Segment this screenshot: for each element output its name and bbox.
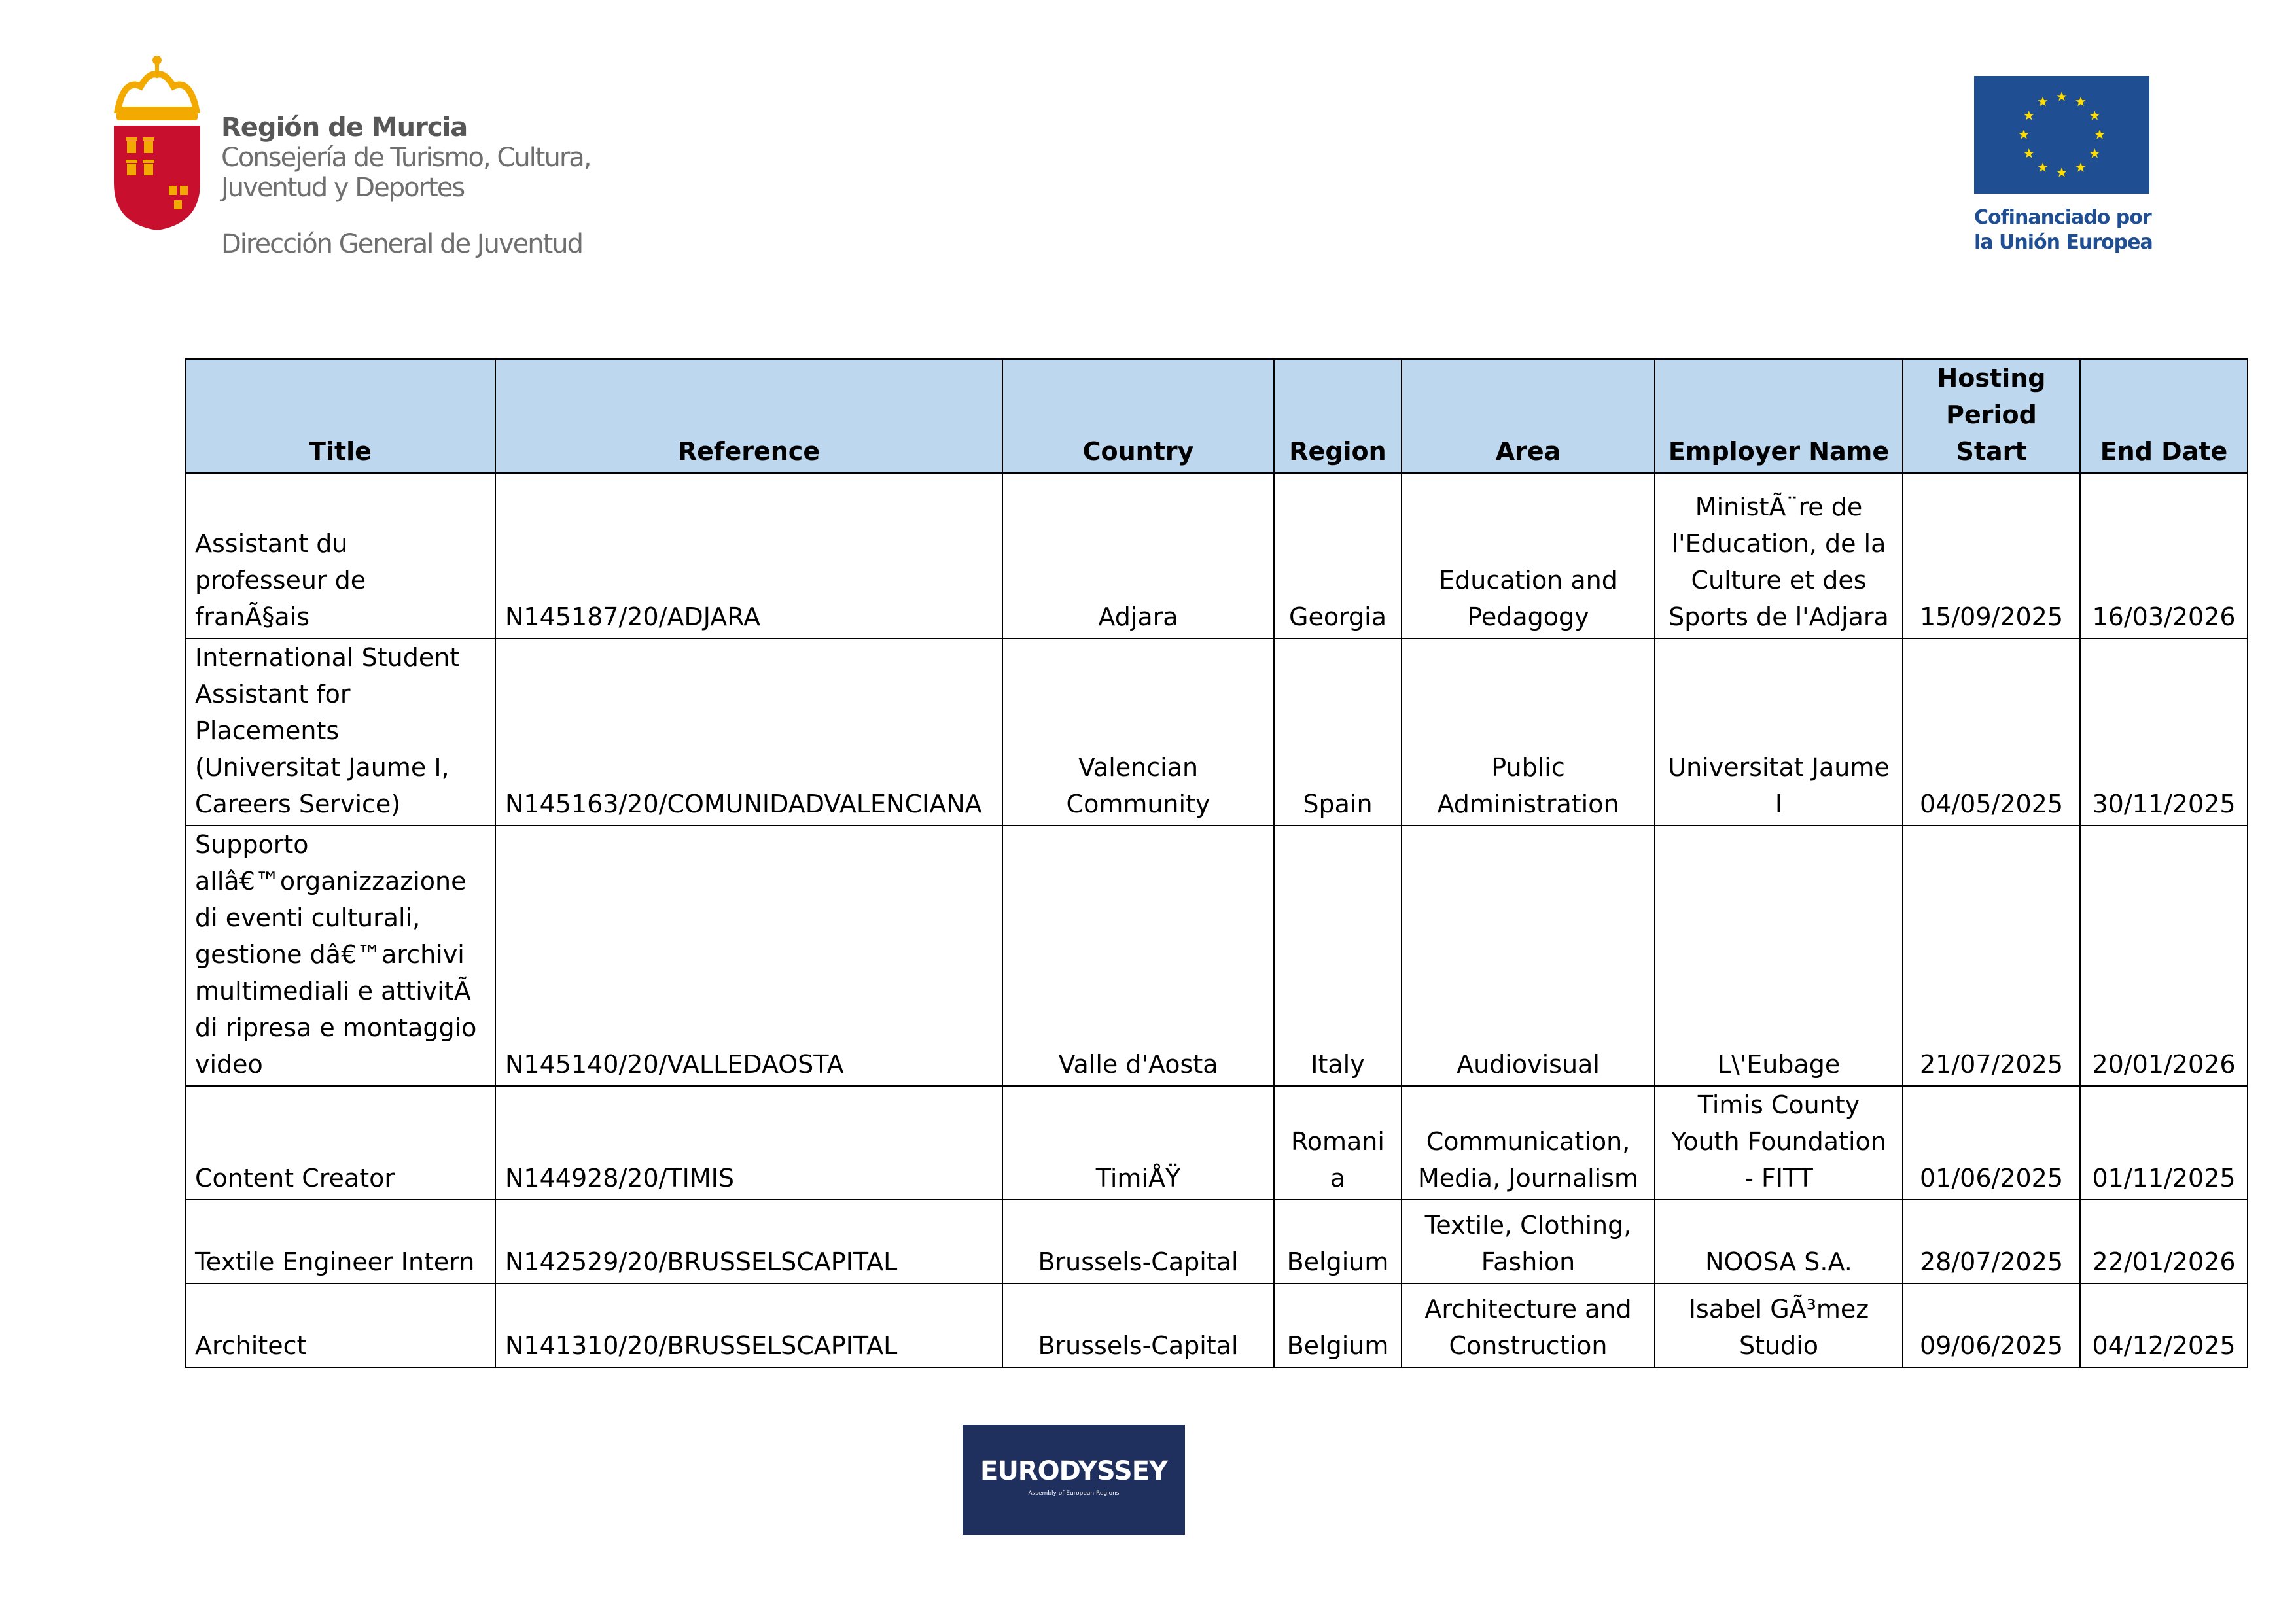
col-header-start: Hosting Period Start [1903, 359, 2080, 473]
cell-start: 28/07/2025 [1903, 1200, 2080, 1283]
eurodyssey-tagline: Assembly of European Regions [1028, 1490, 1120, 1497]
eurodyssey-logo [963, 1425, 1185, 1535]
table-row [185, 1086, 2248, 1200]
cell-area: Audiovisual [1402, 826, 1655, 1086]
cell-country: Brussels-Capital [1002, 1200, 1274, 1283]
cell-employer: Isabel GÃ³mez Studio [1655, 1283, 1903, 1367]
col-header-employer: Employer Name [1655, 359, 1903, 473]
col-header-reference: Reference [495, 359, 1002, 473]
region-name: Región de Murcia [221, 113, 468, 143]
cell-title: Content Creator [185, 1086, 495, 1200]
cell-region: Georgia [1274, 473, 1402, 638]
col-header-title: Title [185, 359, 495, 473]
cell-employer: NOOSA S.A. [1655, 1200, 1903, 1283]
eu-flag-logo [1974, 76, 2149, 194]
cell-end: 20/01/2026 [2080, 826, 2248, 1086]
cell-country: TimiÅŸ [1002, 1086, 1274, 1200]
cell-country: Valencian Community [1002, 638, 1274, 826]
cell-employer: MinistÃ¨re de l'Education, de la Culture et des Sports de l'Adjara [1655, 473, 1903, 638]
cell-country: Adjara [1002, 473, 1274, 638]
cell-title: Architect [185, 1283, 495, 1367]
cell-reference: N141310/20/BRUSSELSCAPITAL [495, 1283, 1002, 1367]
cell-end: 01/11/2025 [2080, 1086, 2248, 1200]
cell-employer: Timis County Youth Foundation - FITT [1655, 1086, 1903, 1200]
eu-caption-line-2: la Unión Europea [1974, 231, 2153, 254]
cell-start: 09/06/2025 [1903, 1283, 2080, 1367]
cell-reference: N145140/20/VALLEDAOSTA [495, 826, 1002, 1086]
cell-end: 30/11/2025 [2080, 638, 2248, 826]
cell-title: Assistant du professeur de franÃ§ais [185, 473, 495, 638]
murcia-coat-of-arms-logo [111, 52, 203, 232]
cell-reference: N142529/20/BRUSSELSCAPITAL [495, 1200, 1002, 1283]
directorate-name: Dirección General de Juventud [221, 229, 582, 259]
cell-area: Communication, Media, Journalism [1402, 1086, 1655, 1200]
cell-start: 15/09/2025 [1903, 473, 2080, 638]
cell-title: International Student Assistant for Placements (Universitat Jaume I, Careers Service) [185, 638, 495, 826]
cell-start: 21/07/2025 [1903, 826, 2080, 1086]
cell-end: 22/01/2026 [2080, 1200, 2248, 1283]
table-row [185, 826, 2248, 1086]
cell-reference: N144928/20/TIMIS [495, 1086, 1002, 1200]
cell-end: 16/03/2026 [2080, 473, 2248, 638]
col-header-region: Region [1274, 359, 1402, 473]
cell-country: Brussels-Capital [1002, 1283, 1274, 1367]
table-row [185, 1283, 2248, 1367]
eurodyssey-wordmark: EURODYSSEY [980, 1456, 1167, 1486]
cell-reference: N145187/20/ADJARA [495, 473, 1002, 638]
cell-region: Spain [1274, 638, 1402, 826]
cell-title: Textile Engineer Intern [185, 1200, 495, 1283]
cell-employer: Universitat Jaume I [1655, 638, 1903, 826]
eu-caption [1974, 205, 2170, 255]
murcia-wordmark [221, 113, 591, 259]
table-header-row [185, 359, 2248, 473]
cell-area: Education and Pedagogy [1402, 473, 1655, 638]
cell-region: Belgium [1274, 1283, 1402, 1367]
cell-area: Textile, Clothing, Fashion [1402, 1200, 1655, 1283]
col-header-area: Area [1402, 359, 1655, 473]
cell-start: 01/06/2025 [1903, 1086, 2080, 1200]
cell-end: 04/12/2025 [2080, 1283, 2248, 1367]
table-row [185, 473, 2248, 638]
table-row [185, 638, 2248, 826]
cell-area: Public Administration [1402, 638, 1655, 826]
shield-icon [114, 126, 200, 230]
cell-employer: L\'Eubage [1655, 826, 1903, 1086]
vacancy-table [185, 358, 2248, 1368]
ministry-line-1: Consejería de Turismo, Cultura, [221, 143, 591, 173]
cell-region: Italy [1274, 826, 1402, 1086]
ministry-line-2: Juventud y Deportes [221, 173, 465, 203]
crown-icon [116, 56, 198, 120]
cell-country: Valle d'Aosta [1002, 826, 1274, 1086]
table-row [185, 1200, 2248, 1283]
cell-region: Romania [1274, 1086, 1402, 1200]
eu-caption-line-1: Cofinanciado por [1974, 206, 2151, 229]
cell-reference: N145163/20/COMUNIDADVALENCIANA [495, 638, 1002, 826]
col-header-country: Country [1002, 359, 1274, 473]
cell-area: Architecture and Construction [1402, 1283, 1655, 1367]
col-header-end: End Date [2080, 359, 2248, 473]
cell-title: Supporto allâ€™organizzazione di eventi culturali, gestione dâ€™archivi multimediali e attivitÃ di ripresa e montaggio video [185, 826, 495, 1086]
cell-region: Belgium [1274, 1200, 1402, 1283]
cell-start: 04/05/2025 [1903, 638, 2080, 826]
